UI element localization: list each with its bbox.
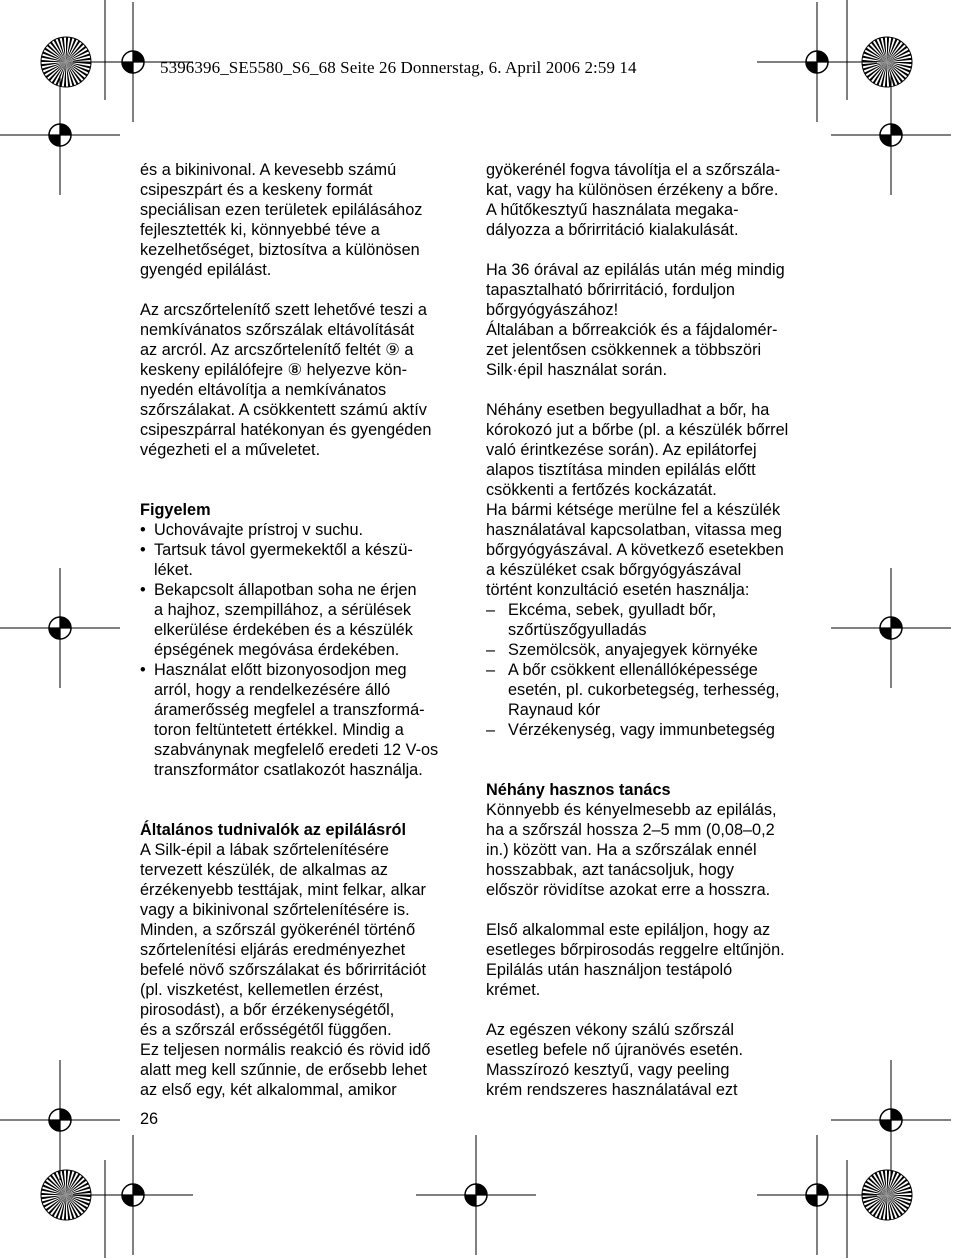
list-item xyxy=(140,660,470,680)
text-line: és a bikinivonal. A kevesebb számú xyxy=(140,161,397,179)
text-line: esetleg befele nő újranövés esetén. xyxy=(486,1041,744,1059)
text-line: az arcról. Az arcszőrtelenítő feltét ⑨ a xyxy=(140,341,414,359)
dash-marker: – xyxy=(486,661,496,679)
text-line: Az arcszőrtelenítő szett lehetővé teszi a xyxy=(140,301,427,319)
text-line: Ez teljesen normális reakció és rövid idő xyxy=(140,1041,431,1059)
text-line: az első egy, két alkalommal, amikor xyxy=(140,1081,397,1099)
list-item-continuation xyxy=(486,700,816,720)
list-item-text: Ekcéma, sebek, gyulladt bőr, xyxy=(508,601,717,619)
list-item-text: toron feltüntetett értékkel. Mindig a xyxy=(154,721,404,739)
list-item xyxy=(486,640,816,660)
text-line: gyökerénél fogva távolítja el a szőrszála- xyxy=(486,161,781,179)
starburst-mark xyxy=(41,37,91,87)
list-item xyxy=(486,660,816,680)
starburst-mark xyxy=(41,1170,91,1220)
list-item-continuation xyxy=(140,720,470,740)
intro-paragraph xyxy=(140,160,470,280)
general-info-heading: Általános tudnivalók az epilálásról xyxy=(140,821,407,839)
text-line: speciálisan ezen területek epilálásához xyxy=(140,201,423,219)
text-line: a készüléket csak bőrgyógyászával xyxy=(486,561,742,579)
list-item-text: Vérzékenység, vagy immunbetegség xyxy=(508,721,775,739)
bullet-marker: • xyxy=(140,581,146,599)
dash-marker: – xyxy=(486,601,496,619)
list-item-text: Tartsuk távol gyermekektől a készü- xyxy=(154,541,413,559)
page-number: 26 xyxy=(140,1110,159,1128)
list-item-text: transzformátor csatlakozót használja. xyxy=(154,761,423,779)
crosshair-mark xyxy=(416,1135,536,1255)
text-line: bőrgyógyászával. A következő esetekben xyxy=(486,541,784,559)
text-line: nyedén eltávolítja a nemkívánatos xyxy=(140,381,387,399)
list-item-text: esetén, pl. cukorbetegség, terhesség, xyxy=(508,681,780,699)
left-column xyxy=(140,160,470,1100)
text-line: Epilálás után használjon testápoló xyxy=(486,961,733,979)
text-line: kórokozó jut a bőrbe (pl. a készülék bőrrel xyxy=(486,421,789,439)
text-line: Általában a bőrreakciók és a fájdalomér- xyxy=(486,321,778,339)
list-item-text: A bőr csökkent ellenállóképessége xyxy=(508,661,758,679)
text-line: A hűtőkesztyű használata megaka- xyxy=(486,201,739,219)
text-line: tapasztalható bőrirritáció, forduljon xyxy=(486,281,735,299)
list-item-continuation xyxy=(140,640,470,660)
text-line: először rövidítse azokat erre a hosszra. xyxy=(486,881,771,899)
text-line: pirosodást), a bőr érzékenységétől, xyxy=(140,1001,395,1019)
text-line: krém rendszeres használatával ezt xyxy=(486,1081,738,1099)
list-item-text: Bekapcsolt állapotban soha ne érjen xyxy=(154,581,417,599)
text-line: esetleges bőrpirosodás reggelre eltűnjön. xyxy=(486,941,785,959)
text-line: csipeszpárt és a keskeny formát xyxy=(140,181,373,199)
text-line: kat, vagy ha különösen érzékeny a bőre. xyxy=(486,181,779,199)
list-item-continuation xyxy=(486,680,816,700)
tips-paragraph-3 xyxy=(486,1020,816,1100)
text-line: krémet. xyxy=(486,981,541,999)
text-line: Silk·épil használat során. xyxy=(486,361,667,379)
text-line: alapos tisztítása minden epilálás előtt xyxy=(486,461,756,479)
text-line: csökkenti a fertőzés kockázatát. xyxy=(486,481,717,499)
list-item-text: elkerülése érdekében és a készülék xyxy=(154,621,413,639)
crosshair-mark xyxy=(0,1060,120,1180)
warning-list xyxy=(140,520,470,780)
list-item-text: Szemölcsök, anyajegyek környéke xyxy=(508,641,758,659)
text-line: Első alkalommal este epiláljon, hogy az xyxy=(486,921,771,939)
text-line: Minden, a szőrszál gyökerénél történő xyxy=(140,921,416,939)
bullet-marker: • xyxy=(140,541,146,559)
list-item-continuation xyxy=(140,560,470,580)
crosshair-mark xyxy=(831,568,951,688)
list-item-text: szőrtüszőgyulladás xyxy=(508,621,647,639)
text-line: végezheti el a műveletet. xyxy=(140,441,321,459)
crosshair-mark xyxy=(757,1135,877,1255)
list-item-text: léket. xyxy=(154,561,193,579)
facial-set-paragraph xyxy=(140,300,470,460)
text-line: Könnyebb és kényelmesebb az epilálás, xyxy=(486,801,777,819)
tips-paragraph-1 xyxy=(486,800,816,900)
text-line: hosszabbak, azt tanácsoljuk, hogy xyxy=(486,861,734,879)
list-item xyxy=(486,600,816,620)
list-item-continuation xyxy=(140,700,470,720)
text-line: tervezett készülék, de alkalmas az xyxy=(140,861,388,879)
text-line: kezelhetőséget, biztosítva a különösen xyxy=(140,241,420,259)
text-line: befelé növő szőrszálakat és bőrirritációt xyxy=(140,961,426,979)
text-line: használatával kapcsolatban, vitassa meg xyxy=(486,521,782,539)
text-line: in.) között van. Ha a szőrszálak ennél xyxy=(486,841,757,859)
starburst-mark xyxy=(862,37,912,87)
tips-heading: Néhány hasznos tanács xyxy=(486,781,671,799)
text-line: alatt meg kell szűnnie, de erősebb lehet xyxy=(140,1061,427,1079)
text-line: Ha bármi kétsége merülne fel a készülék xyxy=(486,501,781,519)
list-item-text: áramerősség megfelel a transzformá- xyxy=(154,701,425,719)
list-item-continuation xyxy=(140,740,470,760)
text-line: és a szőrszál erősségétől függően. xyxy=(140,1021,392,1039)
text-line: dályozza a bőrirritáció kialakulását. xyxy=(486,221,739,239)
text-line: vagy a bikinivonal szőrtelenítésére is. xyxy=(140,901,410,919)
text-line: zet jelentősen csökkennek a többszöri xyxy=(486,341,762,359)
list-item-text: Használat előtt bizonyosodjon meg xyxy=(154,661,407,679)
list-item xyxy=(140,520,470,540)
text-line: való érintkezése során). Az epilátorfej xyxy=(486,441,757,459)
text-line: fejlesztették ki, könnyebbé téve a xyxy=(140,221,380,239)
conditions-list xyxy=(486,600,816,740)
dash-marker: – xyxy=(486,641,496,659)
text-line: Néhány esetben begyulladhat a bőr, ha xyxy=(486,401,770,419)
text-line: bőrgyógyászához! xyxy=(486,301,619,319)
starburst-mark xyxy=(862,1170,912,1220)
text-line: Masszírozó kesztyű, vagy peeling xyxy=(486,1061,730,1079)
dash-marker: – xyxy=(486,721,496,739)
bullet-marker: • xyxy=(140,521,146,539)
list-item-continuation xyxy=(486,620,816,640)
crosshair-mark xyxy=(831,75,951,195)
crosshair-mark xyxy=(0,568,120,688)
text-line: Ha 36 órával az epilálás után még mindig xyxy=(486,261,785,279)
list-item-text: a hajhoz, szempillához, a sérülések xyxy=(154,601,412,619)
text-line: (pl. viszketést, kellemetlen érzést, xyxy=(140,981,384,999)
text-line: nemkívánatos szőrszálak eltávolítását xyxy=(140,321,415,339)
tips-paragraph-2 xyxy=(486,920,816,1000)
list-item-text: épségének megóvása érdekében. xyxy=(154,641,400,659)
text-line: Az egészen vékony szálú szőrszál xyxy=(486,1021,734,1039)
text-line: gyengéd epilálást. xyxy=(140,261,272,279)
list-item xyxy=(140,540,470,560)
crosshair-mark xyxy=(831,1060,951,1180)
text-line: szőrszálakat. A csökkentett számú aktív xyxy=(140,401,427,419)
bullet-marker: • xyxy=(140,661,146,679)
list-item xyxy=(140,580,470,600)
skin-irritation-paragraph xyxy=(486,260,816,380)
list-item xyxy=(486,720,816,740)
list-item-text: szabványnak megfelelő eredeti 12 V-os xyxy=(154,741,439,759)
list-item-text: Raynaud kór xyxy=(508,701,601,719)
text-line: ha a szőrszál hossza 2–5 mm (0,08–0,2 xyxy=(486,821,775,839)
right-column xyxy=(486,160,816,1100)
text-line: keskeny epilálófejre ⑧ helyezve kön- xyxy=(140,361,408,379)
list-item-continuation xyxy=(140,600,470,620)
list-item-continuation xyxy=(140,620,470,640)
crosshair-mark xyxy=(757,2,877,122)
text-line: szőrtelenítési eljárás eredményezhet xyxy=(140,941,406,959)
list-item-continuation xyxy=(140,680,470,700)
text-line: történt konzultáció esetén használja: xyxy=(486,581,750,599)
infection-paragraph xyxy=(486,400,816,600)
list-item-text: arról, hogy a rendelkezésére álló xyxy=(154,681,391,699)
print-slug-header: 5396396_SE5580_S6_68 Seite 26 Donnerstag, 6. April 2006 2:59 14 xyxy=(160,58,637,77)
general-info-paragraph xyxy=(140,840,470,1100)
text-line: érzékenyebb testtájak, mint felkar, alkar xyxy=(140,881,426,899)
text-line: A Silk-épil a lábak szőrtelenítésére xyxy=(140,841,389,859)
list-item-continuation xyxy=(140,760,470,780)
crosshair-mark xyxy=(0,75,120,195)
list-item-text: Uchovávajte prístroj v suchu. xyxy=(154,521,364,539)
text-line: csipeszpárral hatékonyan és gyengéden xyxy=(140,421,432,439)
cooling-glove-paragraph xyxy=(486,160,816,240)
warning-heading: Figyelem xyxy=(140,501,211,519)
